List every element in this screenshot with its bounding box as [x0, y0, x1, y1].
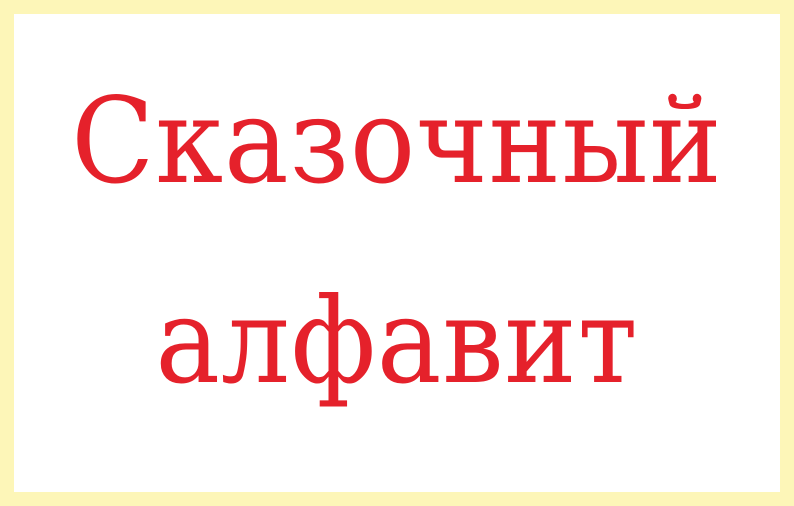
- title-line-2: алфавит: [155, 272, 639, 410]
- title-line-1: Сказочный: [71, 72, 723, 210]
- title-panel: [14, 14, 780, 492]
